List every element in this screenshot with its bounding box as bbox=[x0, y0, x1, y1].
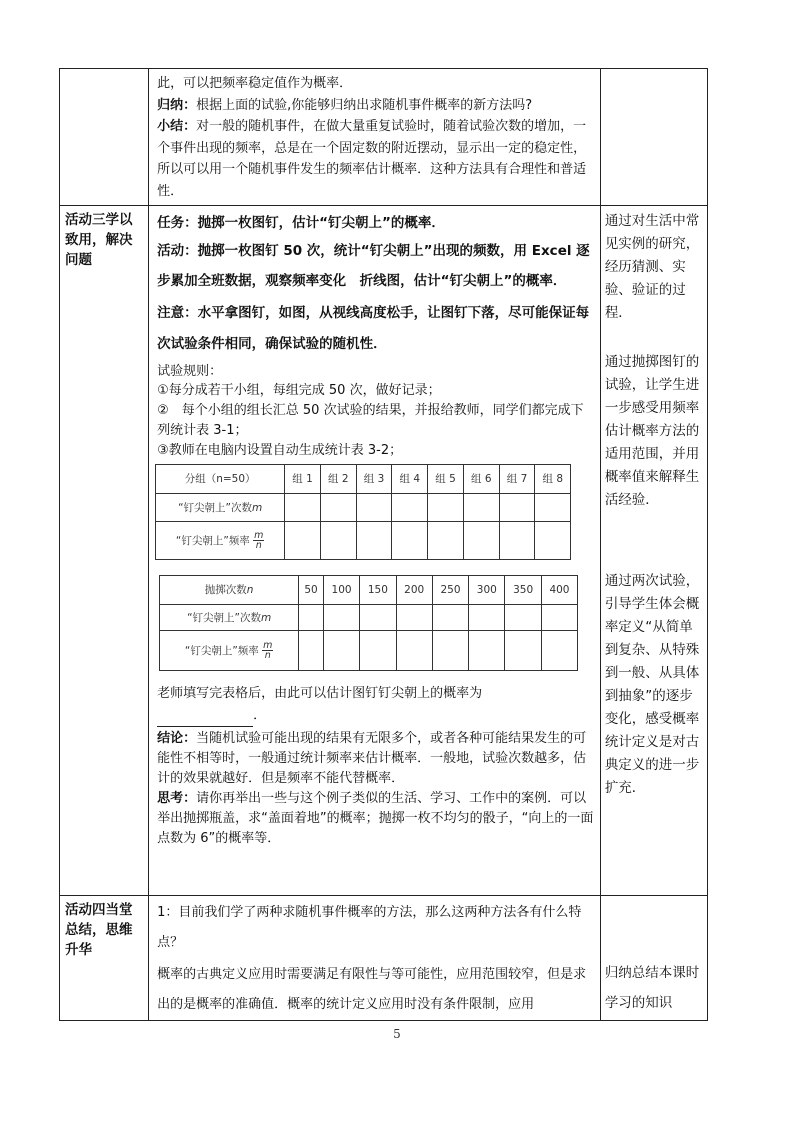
table-row bbox=[156, 465, 571, 494]
note-d: 归纳总结本课时学习的知识 bbox=[604, 965, 700, 1011]
task-text: 任务：抛掷一枚图钉，估计“钉尖朝上”的概率． bbox=[157, 215, 445, 231]
rule-3: ③教师在电脑内设置自动生成统计表 3-2； bbox=[157, 443, 403, 458]
table-row bbox=[160, 631, 578, 671]
summary-question: 归纳：根据上面的试验,你能够归纳出求随机事件概率的新方法吗? bbox=[157, 97, 533, 113]
activity-4-title: 活动四当堂总结，思维升华 bbox=[60, 896, 149, 1021]
think-text: 思考：请你再举出一些与这个例子类似的生活、学习、工作中的案例．可以举出抛掷瓶盖，求“盖面着地”的概率；抛掷一枚不均匀的骰子，“向上的一面点数为 6”的概率等． bbox=[157, 791, 594, 846]
column-header: 组 3 bbox=[356, 465, 392, 494]
page-number: 5 bbox=[393, 1027, 401, 1041]
column-header: 400 bbox=[541, 576, 577, 605]
activity-4-notes bbox=[600, 896, 707, 1021]
activity-3-content bbox=[149, 206, 601, 896]
content-cell bbox=[149, 69, 601, 206]
column-header: 250 bbox=[432, 576, 468, 605]
column-header: 组 4 bbox=[392, 465, 428, 494]
activity-3-title: 活动三学以致用，解决问题 bbox=[60, 206, 149, 896]
conclusion-text: 结论：当随机试验可能出现的结果有无限多个，或者各种可能结果发生的可能性不相等时，一般通过统计频率来估计概率．一般地，试验次数越多，估计的效果就越好．但是频率不能代替概率． bbox=[157, 731, 587, 786]
lesson-row-continuation bbox=[60, 69, 708, 206]
rule-2: ② 每个小组的组长汇总 50 次试验的结果，并报给教师，同学们都完成下列统计表 3-1； bbox=[157, 403, 584, 438]
answer-blank bbox=[157, 712, 253, 727]
text-line: 此，可以把频率稳定值作为概率． bbox=[157, 76, 353, 91]
header-cell: 抛掷次数n bbox=[160, 576, 299, 605]
table-row bbox=[156, 522, 571, 560]
column-header: 150 bbox=[360, 576, 396, 605]
column-header: 100 bbox=[323, 576, 359, 605]
fill-in-blank-line: ． bbox=[157, 705, 594, 727]
column-header: 组 8 bbox=[535, 465, 571, 494]
activity-4-content bbox=[149, 896, 601, 1021]
caution-text: 注意：水平拿图钉，如图，从视线高度松手，让图钉下落，尽可能保证每次试验条件相同，确保试验的随机性． bbox=[157, 305, 590, 352]
activity-3-notes bbox=[600, 206, 707, 896]
row-label: “钉尖朝上”次数m bbox=[156, 494, 285, 522]
column-header: 组 2 bbox=[320, 465, 356, 494]
activity-cell-empty bbox=[60, 69, 149, 206]
column-header: 组 1 bbox=[285, 465, 321, 494]
answer-text: 概率的古典定义应用时需要满足有限性与等可能性，应用范围较窄，但是求出的是概率的准确值．概率的统计定义应用时没有条件限制，应用 bbox=[157, 967, 587, 1012]
note-b: 通过抛掷图钉的试验，让学生进一步感受用频率估计概率方法的适用范围，并用概率值来解释生活经验． bbox=[604, 354, 700, 508]
lesson-table bbox=[59, 68, 708, 1021]
rule-1: ①每分成若干小组，每组完成 50 次，做好记录； bbox=[157, 383, 441, 398]
row-label: “钉尖朝上”频率 $\frac{m}{n}$ bbox=[156, 522, 285, 560]
note-c: 通过两次试验，引导学生体会概率定义“从简单到复杂、从特殊到一般、从具体到抽象”的逐步变化，感受概率统计定义是对古典定义的进一步扩充． bbox=[604, 573, 700, 796]
table-row bbox=[160, 576, 578, 605]
column-header: 组 5 bbox=[428, 465, 464, 494]
fraction: $\frac{m}{n}$ bbox=[254, 530, 264, 551]
fill-in-text: 老师填写完表格后，由此可以估计图钉钉尖朝上的概率为 bbox=[157, 686, 483, 701]
header-cell: 分组（n=50） bbox=[156, 465, 285, 494]
table-row bbox=[160, 605, 578, 631]
column-header: 200 bbox=[396, 576, 432, 605]
row-label: “钉尖朝上”次数m bbox=[160, 605, 299, 631]
row-label: “钉尖朝上”频率 $\frac{m}{n}$ bbox=[160, 631, 299, 671]
rules-title: 试验规则： bbox=[157, 364, 223, 379]
table-row bbox=[156, 494, 571, 522]
note-a: 通过对生活中常见实例的研究，经历猜测、实验、验证的过程． bbox=[604, 213, 700, 321]
column-header: 组 7 bbox=[499, 465, 535, 494]
summary-conclusion: 小结：对一般的随机事件，在做大量重复试验时，随着试验次数的增加，一个事件出现的频率，总是在一个固定数的附近摆动，显示出一定的稳定性，所以可以用一个随机事件发生的频率估计概率．这种方法具有合理性和普适性． bbox=[157, 119, 587, 199]
fraction: $\frac{m}{n}$ bbox=[263, 640, 273, 661]
stats-table-3-2 bbox=[159, 575, 578, 671]
activity-text: 活动：抛掷一枚图钉 50 次，统计“钉尖朝上”出现的频数，用 Excel 逐步累加全班数据，观察频率变化 折线图，估计“钉尖朝上”的概率． bbox=[157, 243, 590, 289]
stats-table-3-1 bbox=[155, 464, 571, 560]
lesson-row-activity-3 bbox=[60, 206, 708, 896]
note-cell-empty bbox=[600, 69, 707, 206]
column-header: 350 bbox=[505, 576, 541, 605]
column-header: 300 bbox=[469, 576, 505, 605]
question-text: 1：目前我们学了两种求随机事件概率的方法，那么这两种方法各有什么特点？ bbox=[157, 905, 582, 950]
lesson-row-activity-4 bbox=[60, 896, 708, 1021]
column-header: 组 6 bbox=[463, 465, 499, 494]
column-header: 50 bbox=[299, 576, 324, 605]
